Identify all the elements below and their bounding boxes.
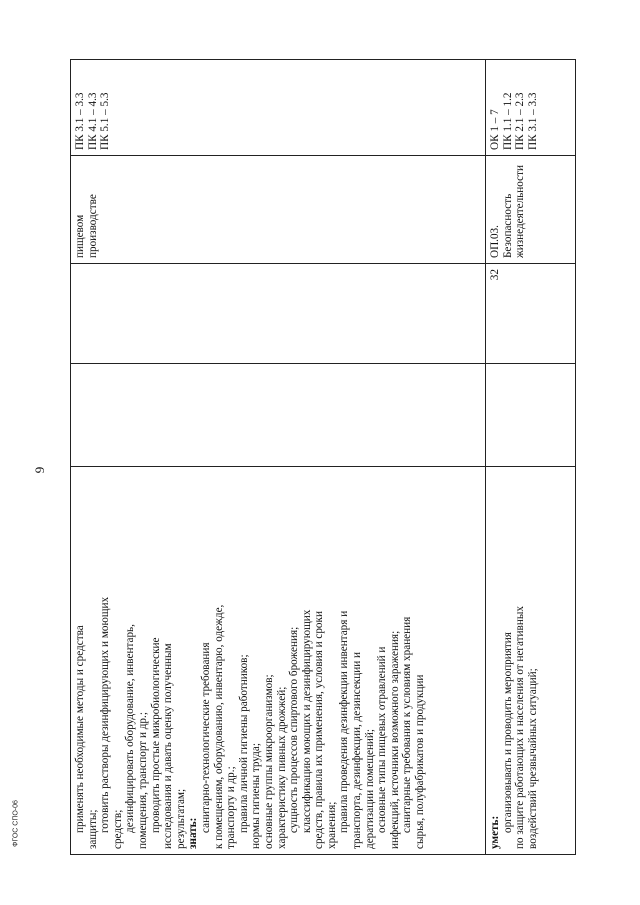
hours-cell xyxy=(486,364,576,467)
text-line: уметь: xyxy=(489,815,501,849)
text-line: результатам; xyxy=(174,788,187,849)
competence-code: ПК 1.1 – 1.2 xyxy=(501,92,514,150)
max-hours-cell: 32 xyxy=(486,264,576,364)
footer-code: ФГОС СПО-06 xyxy=(12,800,20,847)
text-line: проводить простые микробиологические xyxy=(149,637,162,833)
text-line: хранения; xyxy=(325,801,338,849)
text-line: применять необходимые методы и средства xyxy=(74,625,86,833)
text-line: санитарно-технологические требования xyxy=(199,642,212,833)
competence-code: ПК 4.1 – 4.3 xyxy=(86,92,99,150)
competence-code: ПК 5.1 – 5.3 xyxy=(99,92,112,150)
text-line: нормы гигиены труда; xyxy=(250,743,263,849)
text-line: транспорта, дезинфекции, дезинсекции и xyxy=(351,652,364,849)
max-hours-cell xyxy=(71,264,486,364)
text-line: средств, правила их применения, условия и сроки xyxy=(313,611,326,849)
text-line: помещения, транспорт и др.; xyxy=(136,712,149,849)
text-line: организовывать и проводить мероприятия xyxy=(501,632,514,833)
table-row xyxy=(71,60,486,855)
discipline-cell: ОП.03. Безопасность жизнедеятельности xyxy=(486,156,576,264)
text-line: дератизации помещений; xyxy=(363,728,376,849)
text-line: правила проведения дезинфекции инвентаря и xyxy=(338,610,351,833)
text-line: к помещениям, оборудованию, инвентарю, одежде, xyxy=(212,604,225,849)
hours-cell xyxy=(71,364,486,467)
text-line: транспорту и др.; xyxy=(225,766,238,849)
text-line: дезинфицировать оборудование, инвентарь, xyxy=(124,624,137,833)
competence-code: ПК 3.1 – 3.3 xyxy=(526,92,539,150)
text-line: воздействий чрезвычайных ситуаций; xyxy=(526,668,539,849)
text-line: основные группы микроорганизмов; xyxy=(262,674,275,849)
curriculum-table xyxy=(70,59,576,855)
table-row xyxy=(486,60,576,855)
text-line: санитарные требования к условиям хранения xyxy=(401,616,414,833)
text-line: исследования и давать оценку полученным xyxy=(162,643,175,849)
text-line: по защите работающих и населения от негативных xyxy=(514,606,527,849)
requirements-cell xyxy=(486,467,576,855)
text-line: знать: xyxy=(187,817,200,849)
text-line: правила личной гигиены работников; xyxy=(237,654,250,833)
text-line: характеристику пивных дрожжей; xyxy=(275,686,288,849)
competences-cell xyxy=(71,60,486,156)
competences-cell xyxy=(486,60,576,156)
text-line: средств; xyxy=(111,809,124,849)
text-line: сущность процессов спиртового брожения; xyxy=(288,626,301,833)
requirements-cell xyxy=(71,467,486,855)
text-line: готовить растворы дезинфицирующих и моющих xyxy=(99,596,112,833)
text-line: классификацию моющих и дезинфицирующих xyxy=(300,609,313,833)
discipline-cell: пищевом производстве xyxy=(71,156,486,264)
text-line: основные типы пищевых отравлений и xyxy=(376,646,389,833)
text-line: инфекций, источники возможного заражения; xyxy=(388,630,401,849)
rotated-table-sheet xyxy=(70,60,575,855)
text-line: защиты; xyxy=(86,809,99,849)
competence-code: ПК 3.1 – 3.3 xyxy=(74,92,86,150)
text-line: сырья, полуфабрикатов и продукции xyxy=(414,674,427,849)
competence-code: ОК 1 – 7 xyxy=(489,109,501,150)
competence-code: ПК 2.1 – 2.3 xyxy=(514,92,527,150)
page-number: 9 xyxy=(32,466,47,474)
